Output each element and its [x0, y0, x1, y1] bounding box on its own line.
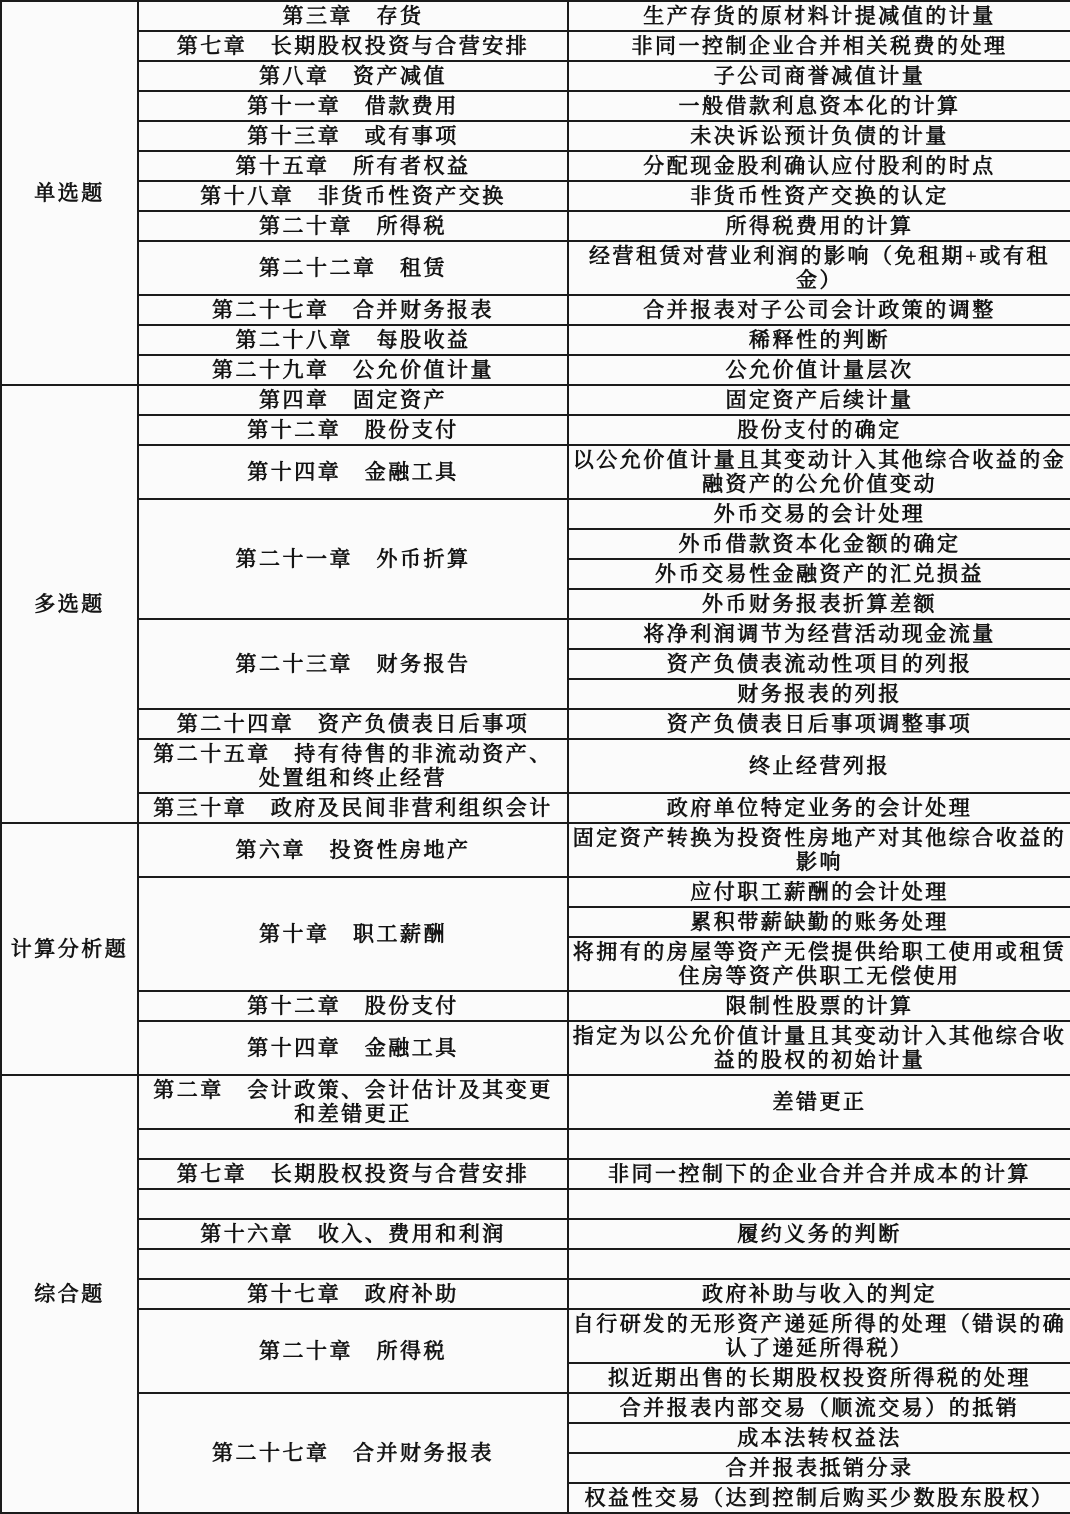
table-row	[1, 1279, 1070, 1309]
topic-cell: 拟近期出售的长期股权投资所得税的处理	[568, 1363, 1070, 1393]
topic-cell: 公允价值计量层次	[568, 355, 1070, 385]
table-row	[1, 355, 1070, 385]
table-row	[1, 445, 1070, 499]
chapter-cell: 第三十章 政府及民间非营利组织会计	[138, 793, 568, 823]
chapter-cell: 第二十八章 每股收益	[138, 325, 568, 355]
chapter-cell: 第十二章 股份支付	[138, 415, 568, 445]
table-row	[1, 499, 1070, 529]
topic-cell: 固定资产转换为投资性房地产对其他综合收益的影响	[568, 823, 1070, 877]
topic-cell: 财务报表的列报	[568, 679, 1070, 709]
chapter-cell: 第十七章 政府补助	[138, 1279, 568, 1309]
topic-cell: 累积带薪缺勤的账务处理	[568, 907, 1070, 937]
table-row	[1, 295, 1070, 325]
topic-cell: 成本法转权益法	[568, 1423, 1070, 1453]
chapter-cell	[138, 1249, 568, 1279]
topic-cell: 合并报表对子公司会计政策的调整	[568, 295, 1070, 325]
table-row	[1, 31, 1070, 61]
topic-cell: 非同一控制下的企业合并合并成本的计算	[568, 1159, 1070, 1189]
table-row	[1, 1219, 1070, 1249]
chapter-cell: 第十八章 非货币性资产交换	[138, 181, 568, 211]
chapter-cell: 第二十一章 外币折算	[138, 499, 568, 619]
topic-cell: 非同一控制企业合并相关税费的处理	[568, 31, 1070, 61]
chapter-cell: 第六章 投资性房地产	[138, 823, 568, 877]
topic-cell: 经营租赁对营业利润的影响（免租期+或有租金）	[568, 241, 1070, 295]
chapter-cell: 第二十章 所得税	[138, 211, 568, 241]
table-row	[1, 823, 1070, 877]
table-row	[1, 1, 1070, 31]
table-row	[1, 739, 1070, 793]
table-row	[1, 877, 1070, 907]
topic-cell: 稀释性的判断	[568, 325, 1070, 355]
table-row	[1, 1309, 1070, 1363]
question-type-cell: 多选题	[1, 385, 138, 823]
question-type-cell: 计算分析题	[1, 823, 138, 1075]
chapter-cell: 第二章 会计政策、会计估计及其变更和差错更正	[138, 1075, 568, 1129]
table-row	[1, 1249, 1070, 1279]
topic-cell: 外币借款资本化金额的确定	[568, 529, 1070, 559]
table-row	[1, 181, 1070, 211]
table-row	[1, 151, 1070, 181]
table-row	[1, 91, 1070, 121]
table-row	[1, 61, 1070, 91]
chapter-cell: 第七章 长期股权投资与合营安排	[138, 1159, 568, 1189]
chapter-cell: 第七章 长期股权投资与合营安排	[138, 31, 568, 61]
topic-cell	[568, 1249, 1070, 1279]
topic-cell: 所得税费用的计算	[568, 211, 1070, 241]
chapter-cell: 第十三章 或有事项	[138, 121, 568, 151]
chapter-cell: 第十二章 股份支付	[138, 991, 568, 1021]
topic-cell: 以公允价值计量且其变动计入其他综合收益的金融资产的公允价值变动	[568, 445, 1070, 499]
topic-cell: 合并报表内部交易（顺流交易）的抵销	[568, 1393, 1070, 1423]
topic-cell: 将净利润调节为经营活动现金流量	[568, 619, 1070, 649]
table-row	[1, 1021, 1070, 1075]
chapter-cell: 第二十七章 合并财务报表	[138, 295, 568, 325]
chapter-cell: 第二十七章 合并财务报表	[138, 1393, 568, 1513]
table-row	[1, 1189, 1070, 1219]
topic-cell: 外币交易性金融资产的汇兑损益	[568, 559, 1070, 589]
topic-cell	[568, 1129, 1070, 1159]
table-row	[1, 385, 1070, 415]
topic-cell: 履约义务的判断	[568, 1219, 1070, 1249]
chapter-cell: 第二十二章 租赁	[138, 241, 568, 295]
topic-cell: 外币财务报表折算差额	[568, 589, 1070, 619]
topic-cell: 分配现金股利确认应付股利的时点	[568, 151, 1070, 181]
question-type-cell: 单选题	[1, 1, 138, 385]
table-row	[1, 415, 1070, 445]
topic-cell: 合并报表抵销分录	[568, 1453, 1070, 1483]
chapter-cell: 第十四章 金融工具	[138, 445, 568, 499]
table-body	[1, 1, 1070, 1513]
table-row	[1, 991, 1070, 1021]
topic-cell: 未决诉讼预计负债的计量	[568, 121, 1070, 151]
topic-cell: 差错更正	[568, 1075, 1070, 1129]
topic-cell: 一般借款利息资本化的计算	[568, 91, 1070, 121]
topic-cell: 外币交易的会计处理	[568, 499, 1070, 529]
topic-cell: 非货币性资产交换的认定	[568, 181, 1070, 211]
topic-cell: 权益性交易（达到控制后购买少数股东股权）	[568, 1483, 1070, 1513]
table-row	[1, 121, 1070, 151]
topic-cell: 政府单位特定业务的会计处理	[568, 793, 1070, 823]
topic-cell: 资产负债表日后事项调整事项	[568, 709, 1070, 739]
topic-cell: 固定资产后续计量	[568, 385, 1070, 415]
table-row	[1, 709, 1070, 739]
chapter-cell: 第十五章 所有者权益	[138, 151, 568, 181]
table-row	[1, 619, 1070, 649]
chapter-cell: 第三章 存货	[138, 1, 568, 31]
chapter-cell: 第二十五章 持有待售的非流动资产、处置组和终止经营	[138, 739, 568, 793]
chapter-cell: 第八章 资产减值	[138, 61, 568, 91]
table-row	[1, 325, 1070, 355]
table-row	[1, 241, 1070, 295]
chapter-cell: 第十六章 收入、费用和利润	[138, 1219, 568, 1249]
chapter-cell: 第四章 固定资产	[138, 385, 568, 415]
table-row	[1, 1159, 1070, 1189]
topic-cell: 股份支付的确定	[568, 415, 1070, 445]
chapter-cell: 第二十三章 财务报告	[138, 619, 568, 709]
table-row	[1, 1393, 1070, 1423]
chapter-cell: 第十一章 借款费用	[138, 91, 568, 121]
chapter-cell	[138, 1129, 568, 1159]
topic-cell	[568, 1189, 1070, 1219]
topic-cell: 终止经营列报	[568, 739, 1070, 793]
topic-cell: 政府补助与收入的判定	[568, 1279, 1070, 1309]
topic-cell: 指定为以公允价值计量且其变动计入其他综合收益的股权的初始计量	[568, 1021, 1070, 1075]
topic-cell: 资产负债表流动性项目的列报	[568, 649, 1070, 679]
table-row	[1, 211, 1070, 241]
chapter-cell: 第二十四章 资产负债表日后事项	[138, 709, 568, 739]
table-row	[1, 1129, 1070, 1159]
topic-cell: 应付职工薪酬的会计处理	[568, 877, 1070, 907]
chapter-cell: 第十四章 金融工具	[138, 1021, 568, 1075]
table-row	[1, 1075, 1070, 1129]
topic-cell: 生产存货的原材料计提减值的计量	[568, 1, 1070, 31]
chapter-cell: 第二十九章 公允价值计量	[138, 355, 568, 385]
topic-cell: 将拥有的房屋等资产无偿提供给职工使用或租赁住房等资产供职工无偿使用	[568, 937, 1070, 991]
topic-cell: 自行研发的无形资产递延所得的处理（错误的确认了递延所得税）	[568, 1309, 1070, 1363]
chapter-cell: 第二十章 所得税	[138, 1309, 568, 1393]
topic-cell: 子公司商誉减值计量	[568, 61, 1070, 91]
chapter-cell	[138, 1189, 568, 1219]
topic-cell: 限制性股票的计算	[568, 991, 1070, 1021]
table-row	[1, 793, 1070, 823]
question-type-cell: 综合题	[1, 1075, 138, 1513]
chapter-cell: 第十章 职工薪酬	[138, 877, 568, 991]
